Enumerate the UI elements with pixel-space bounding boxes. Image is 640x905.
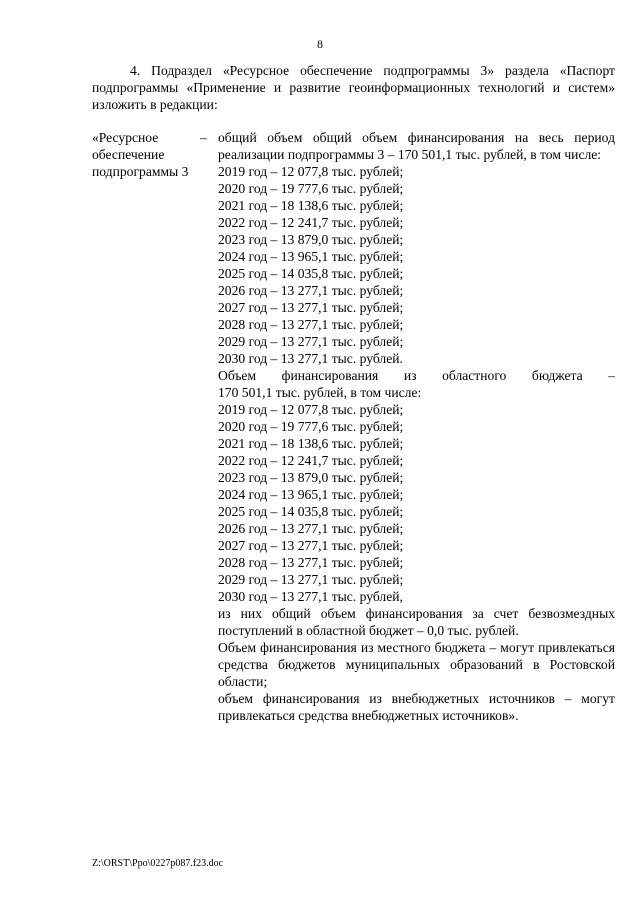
free-receipts-text: из них общий объем финансирования за счет безвозмездных поступлений в областной бюджет – 0,0 тыс. рублей. <box>218 606 615 638</box>
list-item: 2019 год – 12 077,8 тыс. рублей; <box>218 164 404 179</box>
intro-paragraph <box>92 62 615 113</box>
section-label-line-2: обеспечение <box>92 147 165 162</box>
list-item: 2027 год – 13 277,1 тыс. рублей; <box>218 300 404 315</box>
page-number: 8 <box>317 37 323 51</box>
year-list-regional <box>218 401 615 605</box>
section-content <box>218 129 615 724</box>
regional-funding-line-2: 170 501,1 тыс. рублей, в том числе: <box>218 385 422 400</box>
list-item: 2019 год – 12 077,8 тыс. рублей; <box>218 402 404 417</box>
list-item: 2024 год – 13 965,1 тыс. рублей; <box>218 487 404 502</box>
list-item: 2026 год – 13 277,1 тыс. рублей; <box>218 521 404 536</box>
list-item: 2025 год – 14 035,8 тыс. рублей; <box>218 504 404 519</box>
extrabudget-text: объем финансирования из внебюджетных источников – могут привлекаться средства внебюджетных источников». <box>218 691 615 723</box>
regional-funding-line-1: Объем финансирования из областного бюджета – <box>218 368 615 383</box>
list-item: 2029 год – 13 277,1 тыс. рублей; <box>218 334 404 349</box>
file-path-footer: Z:\ORST\Ppo\0227p087.f23.doc <box>92 858 224 869</box>
list-item: 2021 год – 18 138,6 тыс. рублей; <box>218 198 404 213</box>
list-item: 2027 год – 13 277,1 тыс. рублей; <box>218 538 404 553</box>
list-item: 2023 год – 13 879,0 тыс. рублей; <box>218 470 404 485</box>
list-item: 2022 год – 12 241,7 тыс. рублей; <box>218 215 404 230</box>
list-item: 2028 год – 13 277,1 тыс. рублей; <box>218 317 404 332</box>
list-item: 2030 год – 13 277,1 тыс. рублей, <box>218 589 403 604</box>
list-item: 2020 год – 19 777,6 тыс. рублей; <box>218 181 404 196</box>
total-funding: общий объем общий объем финансирования на весь период реализации подпрограммы 3 – 170 501,1 тыс. рублей, в том числе: <box>218 130 615 162</box>
list-item: 2028 год – 13 277,1 тыс. рублей; <box>218 555 404 570</box>
list-item: 2024 год – 13 965,1 тыс. рублей; <box>218 249 404 264</box>
section-label-line-1: «Ресурсное <box>92 130 159 145</box>
list-item: 2022 год – 12 241,7 тыс. рублей; <box>218 453 404 468</box>
list-item: 2025 год – 14 035,8 тыс. рублей; <box>218 266 404 281</box>
list-item: 2026 год – 13 277,1 тыс. рублей; <box>218 283 404 298</box>
list-item: 2023 год – 13 879,0 тыс. рублей; <box>218 232 404 247</box>
year-list-total <box>218 163 615 367</box>
section-label <box>92 129 202 180</box>
list-item: 2029 год – 13 277,1 тыс. рублей; <box>218 572 404 587</box>
separator-dash: – <box>200 130 207 145</box>
list-item: 2020 год – 19 777,6 тыс. рублей; <box>218 419 404 434</box>
intro-text: 4. Подраздел «Ресурсное обеспечение подпрограммы 3» раздела «Паспорт подпрограммы «Применение и развитие геоинформационных технологий и систем» изложить в редакции: <box>92 63 615 112</box>
section-label-line-3: подпрограммы 3 <box>92 164 189 179</box>
list-item: 2021 год – 18 138,6 тыс. рублей; <box>218 436 404 451</box>
local-budget-text: Объем финансирования из местного бюджета – могут привлекаться средства бюджетов муниципальных образований в Ростовской области; <box>218 640 615 689</box>
list-item: 2030 год – 13 277,1 тыс. рублей. <box>218 351 403 366</box>
